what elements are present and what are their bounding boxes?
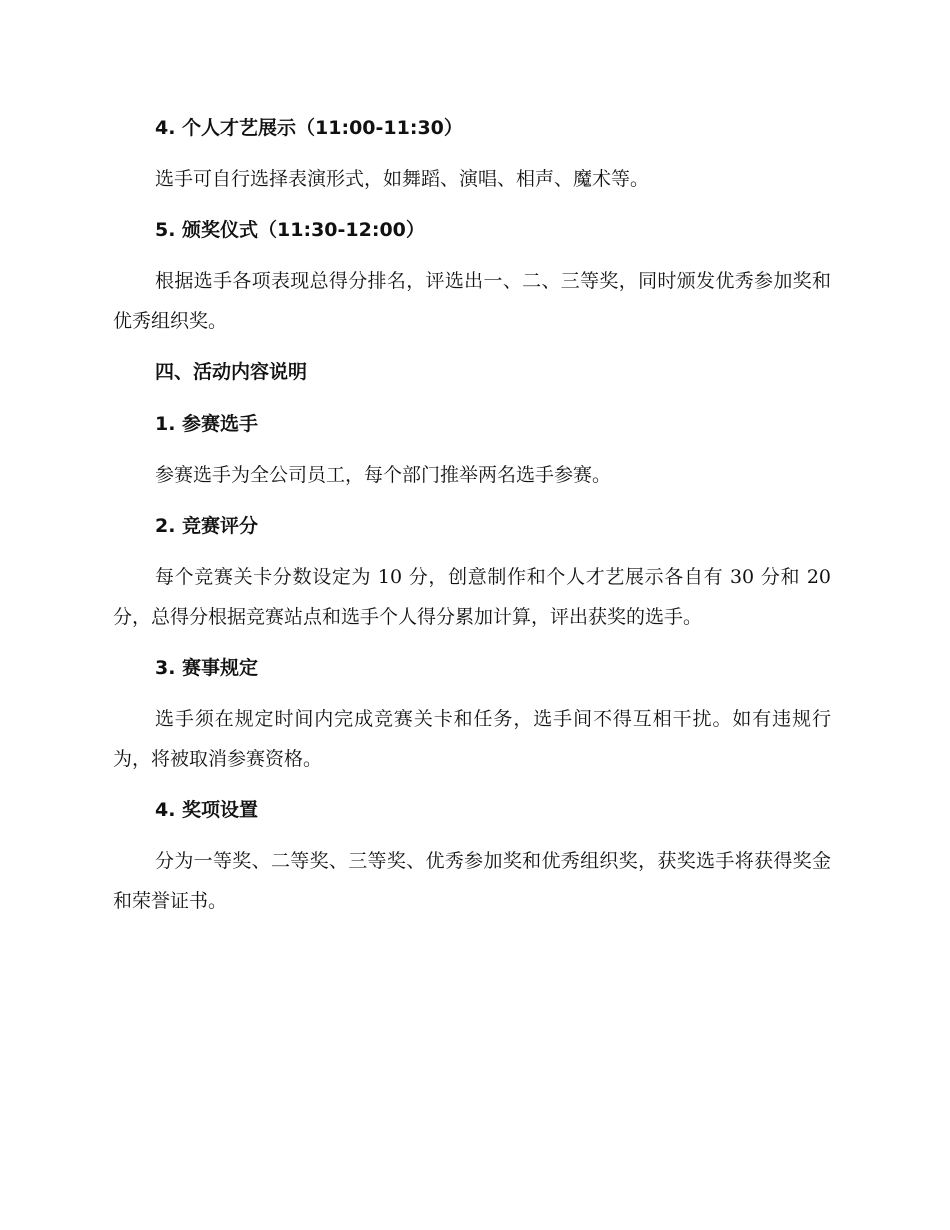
heading-contestants: 1. 参赛选手 (155, 413, 259, 435)
heading-rules: 3. 赛事规定 (155, 657, 259, 679)
paragraph-contestants: 参赛选手为全公司员工，每个部门推举两名选手参赛。 (155, 464, 612, 486)
paragraph-scoring: 每个竞赛关卡分数设定为 10 分，创意制作和个人才艺展示各自有 30 分和 20 分，总得分根据竞赛站点和选手个人得分累加计算，评出获奖的选手。 (113, 566, 831, 628)
paragraph-talent-show: 选手可自行选择表演形式，如舞蹈、演唱、相声、魔术等。 (155, 168, 650, 190)
heading-awards: 4. 奖项设置 (155, 799, 259, 821)
document-body (113, 107, 831, 931)
paragraph-award-ceremony: 根据选手各项表现总得分排名，评选出一、二、三等奖，同时颁发优秀参加奖和优秀组织奖。 (113, 270, 831, 332)
heading-award-ceremony: 5. 颁奖仪式（11:30-12:00） (155, 219, 425, 241)
heading-activity-content: 四、活动内容说明 (155, 361, 308, 383)
paragraph-awards: 分为一等奖、二等奖、三等奖、优秀参加奖和优秀组织奖，获奖选手将获得奖金和荣誉证书。 (113, 850, 831, 912)
paragraph-rules: 选手须在规定时间内完成竞赛关卡和任务，选手间不得互相干扰。如有违规行为，将被取消参赛资格。 (113, 708, 831, 770)
heading-scoring: 2. 竞赛评分 (155, 515, 259, 537)
heading-talent-show: 4. 个人才艺展示（11:00-11:30） (155, 117, 463, 139)
